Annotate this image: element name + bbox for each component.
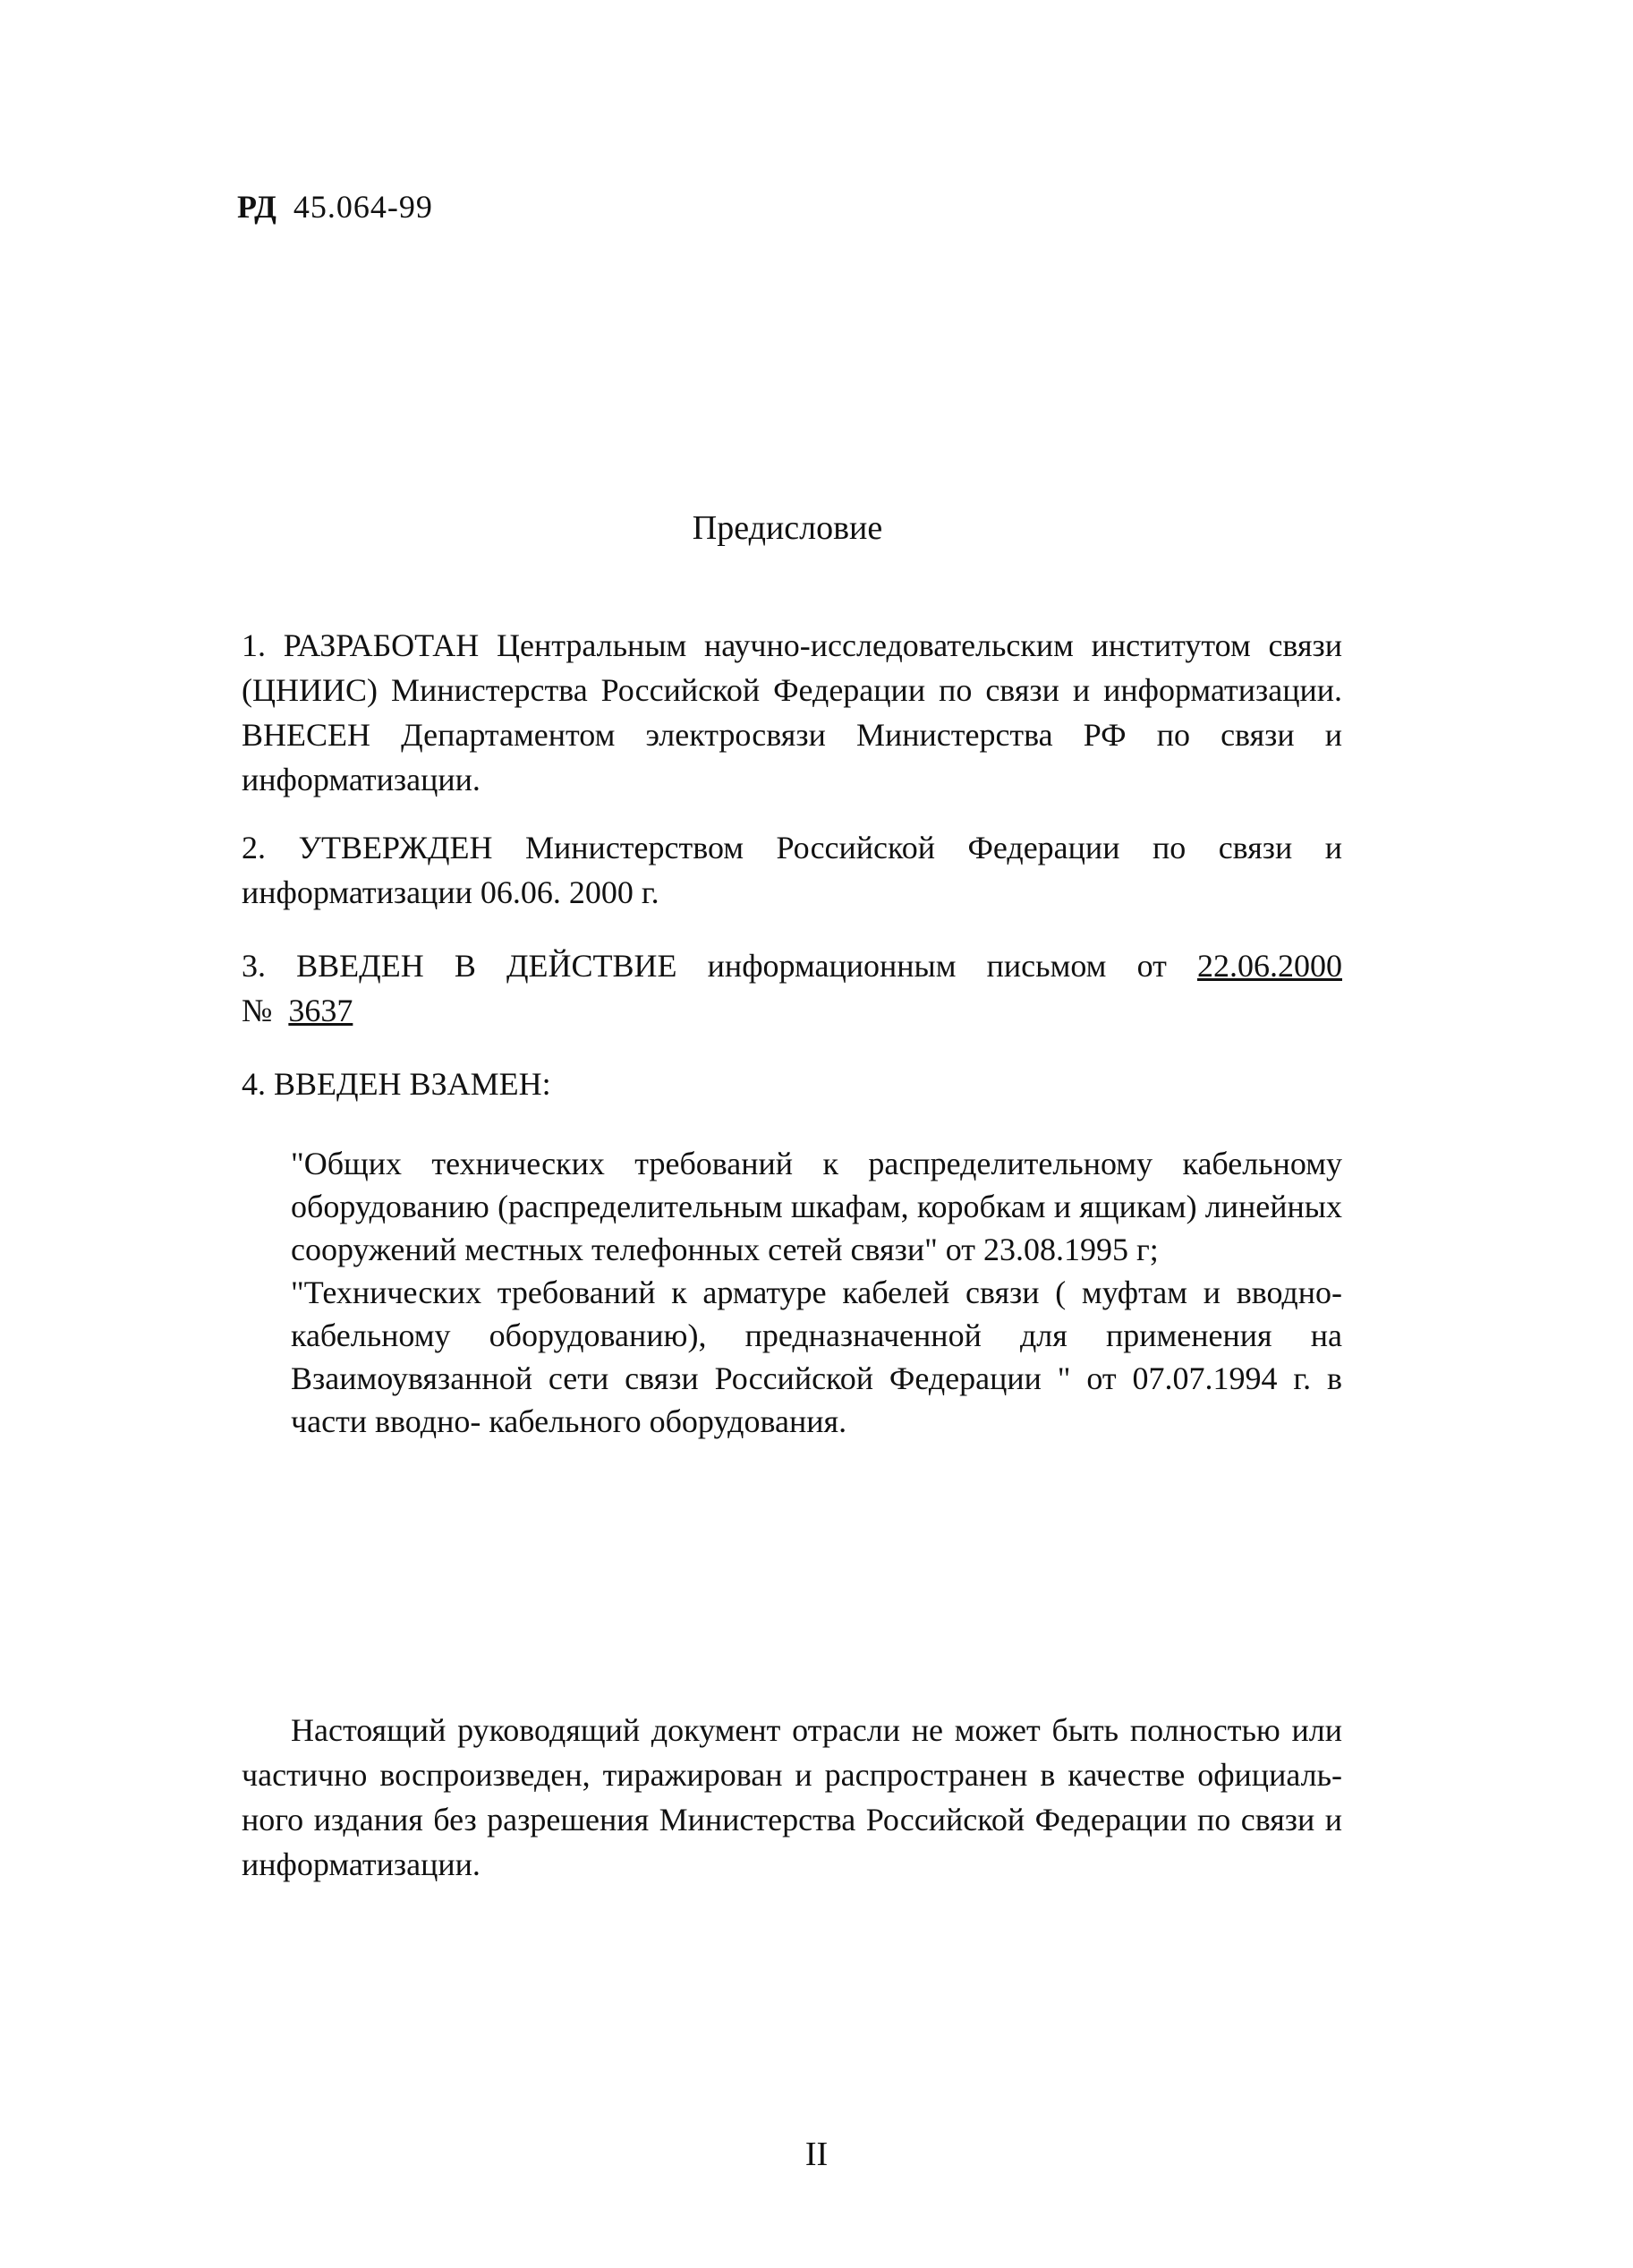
copyright-notice [242, 1708, 1342, 1887]
item4-line7: части вводно- кабельного оборудования. [291, 1403, 847, 1439]
item2-line1: 2. УТВЕРЖДЕН Министерством Российской Федерации по связи и [242, 830, 1342, 865]
item4-line1: "Общих технических требований к распределительному кабельному [291, 1146, 1342, 1181]
preface-item-1 [242, 623, 1342, 802]
document-code-prefix: РД [237, 189, 277, 225]
preface-item-2 [242, 825, 1342, 915]
item1-line1: 1. РАЗРАБОТАН Центральным научно-исследовательским институтом связи [242, 627, 1342, 663]
item3-number: 3637 [288, 993, 353, 1028]
item3-number-sign: № [242, 993, 273, 1028]
item1-line3: ВНЕСЕН Департаментом электросвязи Министерства РФ по связи и [242, 717, 1342, 753]
item3-text: 3. ВВЕДЕН В ДЕЙСТВИЕ информационным письмом от [242, 948, 1167, 984]
item3-date: 22.06.2000 [1197, 948, 1342, 984]
notice-line1: Настоящий руководящий документ отрасли не может быть полностью или [291, 1712, 1342, 1748]
item1-line4: информатизации. [242, 762, 481, 797]
preface-item-4-heading [242, 1062, 1342, 1106]
notice-line2: частично воспроизведен, тиражирован и распространен в качестве официаль- [242, 1757, 1342, 1793]
page-number: II [804, 2136, 829, 2173]
item3-line2 [242, 988, 1342, 1033]
document-code-number: 45.064-99 [293, 189, 433, 225]
document-code [237, 188, 433, 226]
item4-line3: сооружений местных телефонных сетей связи" от 23.08.1995 г; [291, 1232, 1159, 1267]
page-title: Предисловие [692, 509, 883, 547]
item4-line6: Взаимоувязанной сети связи Российской Федерации " от 07.07.1994 г. в [291, 1360, 1342, 1396]
notice-line3: ного издания без разрешения Министерства Российской Федерации по связи и [242, 1802, 1342, 1837]
item4-line2: оборудованию (распределительным шкафам, коробкам и ящикам) линейных [291, 1189, 1342, 1224]
item4-line4: "Технических требований к арматуре кабелей связи ( муфтам и вводно- [291, 1275, 1342, 1310]
item4-line5: кабельному оборудованию), предназначенной для применения на [291, 1317, 1342, 1353]
preface-item-4-body [291, 1142, 1342, 1443]
item1-line2: (ЦНИИС) Министерства Российской Федерации по связи и информатизации. [242, 672, 1342, 708]
item2-line2: информатизации 06.06. 2000 г. [242, 874, 659, 910]
item3-line1 [242, 943, 1342, 988]
preface-item-3 [242, 943, 1342, 1033]
notice-line4: информатизации. [242, 1846, 481, 1882]
item4-heading: 4. ВВЕДЕН ВЗАМЕН: [242, 1066, 551, 1102]
